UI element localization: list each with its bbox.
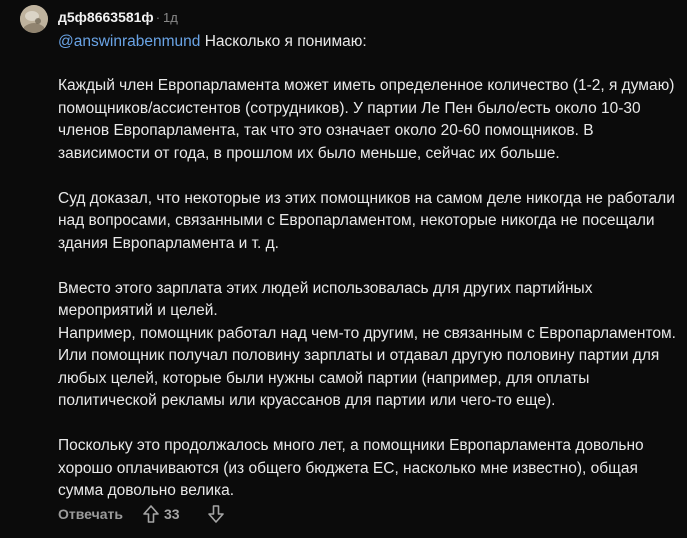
reply-button[interactable]: Отвечать xyxy=(58,506,123,522)
comment-header xyxy=(58,9,178,25)
user-mention-link[interactable]: @answinrabenmund xyxy=(58,33,201,50)
timestamp[interactable]: 1д xyxy=(163,10,178,25)
arrow-down-icon xyxy=(208,505,224,523)
upvote-count: 33 xyxy=(163,506,180,522)
comment-body xyxy=(58,75,683,525)
username[interactable]: д5ф8663581ф xyxy=(58,9,154,25)
comment-paragraph: Каждый член Европарламента может иметь определенное количество (1-2, я думаю) помощников/ассистентов (сотрудников). У партии Ле Пен было/есть около 10-30 членов Европарламента, так что это означает около 20-60 помощников. В зависимости от года, в прошлом их было меньше, сейчас их больше. xyxy=(58,77,675,162)
meta-separator: · xyxy=(155,10,161,25)
arrow-up-icon xyxy=(143,505,159,523)
comment-line: Вместо этого зарплата этих людей использовалась для других партийных мероприятий и целей. xyxy=(58,279,593,319)
comment-paragraph xyxy=(58,278,683,413)
comment-paragraph: Поскольку это продолжалось много лет, а помощники Европарламента довольно хорошо оплачиваются (из общего бюджета ЕС, насколько мне известно), общая сумма довольно велика. xyxy=(58,437,644,499)
downvote-button[interactable] xyxy=(208,505,224,523)
comment-intro-line xyxy=(58,33,367,51)
comment-line: Например, помощник работал над чем-то другим, не связанным с Европарламентом. Или помощник получал половину зарплаты и отдавал другую половину партии для любых целей, которые были нужны самой партии (например, для оплаты политической рекламы или круассанов для партии или чего-то еще). xyxy=(58,324,676,409)
comment-intro-text: Насколько я понимаю: xyxy=(204,33,367,50)
comment-paragraph: Суд доказал, что некоторые из этих помощников на самом деле никогда не работали над вопросами, связанными с Европарламентом, некоторые никогда не посещали здания Европарламента и т. д. xyxy=(58,189,675,252)
comment-actions xyxy=(58,505,224,523)
upvote-button[interactable] xyxy=(143,505,159,523)
avatar[interactable] xyxy=(20,5,48,33)
